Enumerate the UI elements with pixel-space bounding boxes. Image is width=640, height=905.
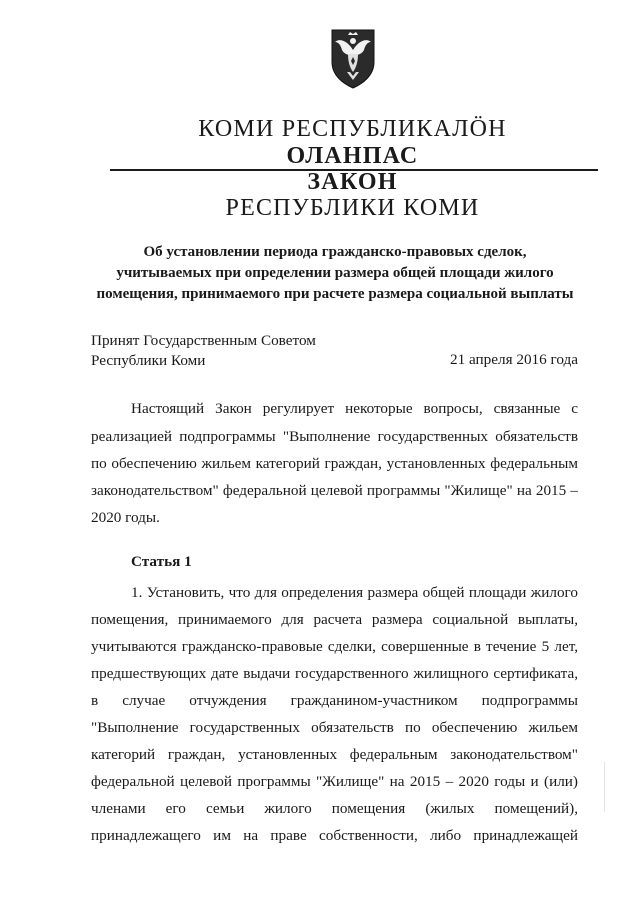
article-line: 1. Установить, что для определения размера общей площади жилого [131,584,578,601]
adopted-by-line: Принят Государственным Советом [91,332,316,349]
header-olanpas: ОЛАНПАС [286,143,419,169]
header-republic-komi: РЕСПУБЛИКИ КОМИ [225,195,480,221]
preamble-line: Настоящий Закон регулирует некоторые вопросы, связанные с [131,400,578,417]
adoption-date: 21 апреля 2016 года [450,351,578,368]
preamble-line: 2020 годы. [91,509,160,526]
law-title-line: Об установлении периода гражданско-правовых сделок, [143,244,527,260]
adopted-by-line: Республики Коми [91,352,206,369]
article-line: членами его семьи жилого помещения (жилых помещений), [91,800,578,817]
article-line: предшествующих дате выдачи государственного жилищного сертификата, [91,665,578,682]
preamble-line: реализацией подпрограммы "Выполнение государственных обязательств [91,428,578,445]
komi-coat-of-arms-emblem [329,28,377,90]
header-zakon: ЗАКОН [307,169,398,195]
adoption-info [91,331,316,371]
preamble-line: по обеспечению жильем категорий граждан, установленных федеральным [91,455,578,472]
article-line: в случае отчуждения гражданином-участником подпрограммы [91,692,578,709]
article-line: "Выполнение государственных обязательств по обеспечению жильем [91,719,578,736]
law-title-line: помещения, принимаемого при расчете размера социальной выплаты [96,286,574,302]
article-line: категорий граждан, установленных федеральным законодательством" [91,746,578,763]
article-line: принадлежащего им на праве собственности, либо принадлежащей [91,827,578,844]
preamble-line: законодательством" федеральной целевой программы "Жилище" на 2015 – [91,482,578,499]
law-title-line: учитываемых при определении размера общей площади жилого [116,265,554,281]
scan-margin-mark [604,762,605,812]
article-line: учитываются гражданско-правовые сделки, совершенные в течение 5 лет, [91,638,578,655]
article-heading: Статья 1 [131,553,192,570]
law-title [92,242,578,305]
header-komi-republic: КОМИ РЕСПУБЛИКАЛÖН [198,116,507,142]
article-line: федеральной целевой программы "Жилище" на 2015 – 2020 годы и (или) [91,773,578,790]
article-line: помещения, принимаемого для расчета размера социальной выплаты, [91,611,578,628]
